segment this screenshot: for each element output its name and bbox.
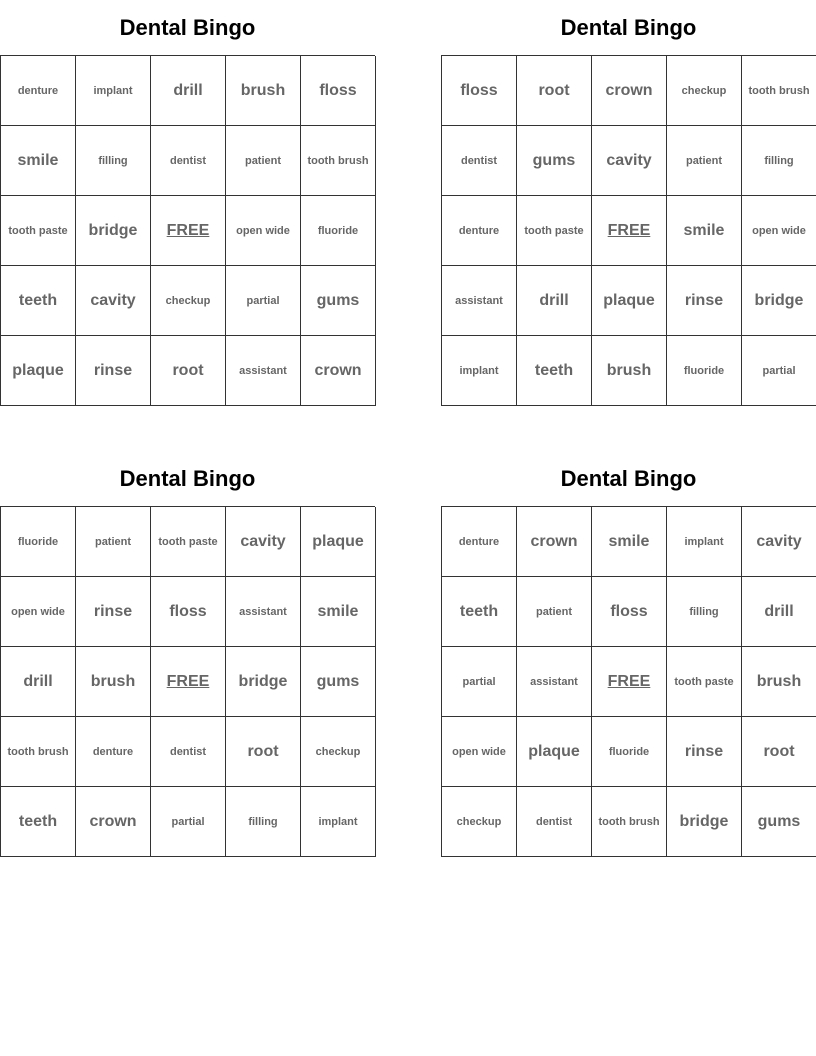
free-space: FREE: [151, 647, 226, 717]
card-title: Dental Bingo: [119, 466, 256, 491]
bingo-cell: fluoride: [1, 507, 76, 577]
bingo-cell: checkup: [442, 787, 517, 857]
bingo-cell: dentist: [151, 717, 226, 787]
bingo-cell: denture: [76, 717, 151, 787]
bingo-cell: plaque: [301, 507, 376, 577]
bingo-cell: implant: [76, 56, 151, 126]
bingo-cell: checkup: [301, 717, 376, 787]
bingo-cell: tooth paste: [667, 647, 742, 717]
bingo-cell: checkup: [151, 266, 226, 336]
bingo-cell: fluoride: [301, 196, 376, 266]
bingo-cell: assistant: [226, 577, 301, 647]
bingo-card-3: [0, 451, 375, 857]
bingo-cell: rinse: [667, 717, 742, 787]
bingo-cell: tooth paste: [151, 507, 226, 577]
card-title: Dental Bingo: [119, 15, 256, 40]
bingo-cell: floss: [442, 56, 517, 126]
bingo-cell: floss: [301, 56, 376, 126]
bingo-cell: bridge: [226, 647, 301, 717]
bingo-cell: plaque: [517, 717, 592, 787]
bingo-cell: plaque: [592, 266, 667, 336]
bingo-cell: cavity: [226, 507, 301, 577]
bingo-cell: denture: [442, 196, 517, 266]
bingo-cell: partial: [442, 647, 517, 717]
bingo-cell: checkup: [667, 56, 742, 126]
bingo-cell: drill: [742, 577, 816, 647]
bingo-cell: teeth: [517, 336, 592, 406]
bingo-cell: root: [151, 336, 226, 406]
bingo-cell: rinse: [667, 266, 742, 336]
bingo-cell: filling: [667, 577, 742, 647]
bingo-cell: patient: [667, 126, 742, 196]
bingo-cell: crown: [301, 336, 376, 406]
bingo-cell: brush: [76, 647, 151, 717]
bingo-cell: crown: [517, 507, 592, 577]
bingo-cell: drill: [517, 266, 592, 336]
bingo-cell: crown: [592, 56, 667, 126]
bingo-cell: tooth brush: [1, 717, 76, 787]
bingo-cell: cavity: [742, 507, 816, 577]
bingo-cell: tooth brush: [592, 787, 667, 857]
bingo-cell: bridge: [667, 787, 742, 857]
bingo-cell: patient: [517, 577, 592, 647]
bingo-cell: smile: [1, 126, 76, 196]
bingo-cell: smile: [301, 577, 376, 647]
bingo-cell: implant: [442, 336, 517, 406]
bingo-cell: open wide: [1, 577, 76, 647]
bingo-card-1: [0, 0, 375, 406]
bingo-cell: assistant: [517, 647, 592, 717]
bingo-cell: implant: [301, 787, 376, 857]
bingo-cell: patient: [76, 507, 151, 577]
bingo-cell: assistant: [442, 266, 517, 336]
bingo-cell: rinse: [76, 336, 151, 406]
bingo-cell: rinse: [76, 577, 151, 647]
bingo-cell: tooth paste: [1, 196, 76, 266]
bingo-cell: tooth brush: [301, 126, 376, 196]
bingo-cell: gums: [517, 126, 592, 196]
bingo-cell: drill: [151, 56, 226, 126]
bingo-cell: open wide: [742, 196, 816, 266]
bingo-cell: partial: [742, 336, 816, 406]
bingo-cell: open wide: [226, 196, 301, 266]
bingo-cell: tooth paste: [517, 196, 592, 266]
bingo-cell: implant: [667, 507, 742, 577]
bingo-cell: teeth: [1, 787, 76, 857]
bingo-cell: filling: [76, 126, 151, 196]
bingo-cell: smile: [667, 196, 742, 266]
bingo-cell: brush: [226, 56, 301, 126]
bingo-cell: partial: [151, 787, 226, 857]
bingo-cell: dentist: [442, 126, 517, 196]
bingo-cell: dentist: [517, 787, 592, 857]
bingo-cell: brush: [592, 336, 667, 406]
bingo-cell: teeth: [1, 266, 76, 336]
bingo-cell: open wide: [442, 717, 517, 787]
bingo-cell: teeth: [442, 577, 517, 647]
bingo-cell: filling: [742, 126, 816, 196]
bingo-cell: bridge: [76, 196, 151, 266]
bingo-cell: plaque: [1, 336, 76, 406]
bingo-cell: patient: [226, 126, 301, 196]
bingo-cell: filling: [226, 787, 301, 857]
bingo-cell: smile: [592, 507, 667, 577]
bingo-cell: gums: [742, 787, 816, 857]
card-title: Dental Bingo: [560, 466, 697, 491]
bingo-cell: cavity: [592, 126, 667, 196]
bingo-cell: bridge: [742, 266, 816, 336]
bingo-cell: tooth brush: [742, 56, 816, 126]
bingo-cell: crown: [76, 787, 151, 857]
bingo-cell: dentist: [151, 126, 226, 196]
bingo-cell: drill: [1, 647, 76, 717]
bingo-cell: root: [742, 717, 816, 787]
bingo-cell: partial: [226, 266, 301, 336]
bingo-cell: cavity: [76, 266, 151, 336]
bingo-grid: [0, 506, 375, 857]
bingo-cell: root: [517, 56, 592, 126]
bingo-cell: denture: [1, 56, 76, 126]
bingo-cell: floss: [592, 577, 667, 647]
bingo-cell: root: [226, 717, 301, 787]
bingo-grid: [0, 55, 375, 406]
free-space: FREE: [592, 196, 667, 266]
bingo-cell: denture: [442, 507, 517, 577]
bingo-cell: gums: [301, 647, 376, 717]
card-title: Dental Bingo: [560, 15, 697, 40]
bingo-cell: brush: [742, 647, 816, 717]
bingo-card-4: [441, 451, 816, 857]
bingo-cell: assistant: [226, 336, 301, 406]
bingo-cell: fluoride: [592, 717, 667, 787]
bingo-grid: [441, 506, 816, 857]
bingo-cell: floss: [151, 577, 226, 647]
bingo-grid: [441, 55, 816, 406]
free-space: FREE: [592, 647, 667, 717]
free-space: FREE: [151, 196, 226, 266]
bingo-cell: fluoride: [667, 336, 742, 406]
bingo-card-2: [441, 0, 816, 406]
bingo-cell: gums: [301, 266, 376, 336]
